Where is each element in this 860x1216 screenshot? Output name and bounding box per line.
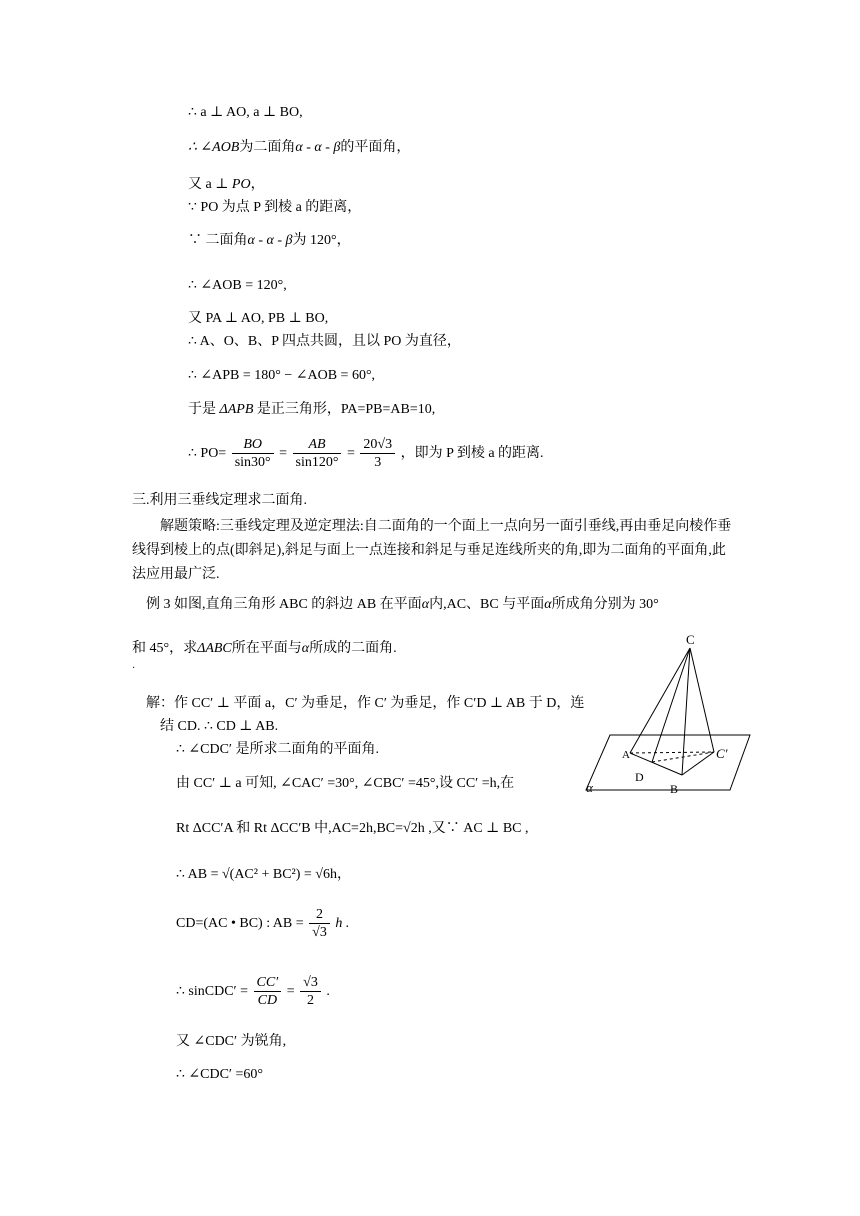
edge-a-cprime: [630, 752, 714, 753]
line-6: ∴ ∠AOB = 120°,: [188, 278, 287, 293]
fraction-bo-sin30: $\frac{BO}{\sin 30^\circ}$: [232, 437, 274, 471]
fraction-cc-cd: $\frac{CC'}{CD}$: [254, 975, 282, 1009]
line-5-dihedral: α - α - β: [247, 233, 293, 248]
line-5: [188, 232, 351, 250]
equals-sign: =: [279, 446, 288, 461]
line-8: ∴ A、O、B、P 四点共圆，且以 PO 为直径，: [188, 334, 461, 349]
ex3-text: 所在平面与: [231, 641, 302, 656]
label-alpha: α: [586, 780, 593, 795]
fraction-ab-sin120: $\frac{AB}{\sin 120^\circ}$: [293, 437, 342, 471]
line-2: [188, 139, 410, 157]
strategy-paragraph: 解题策略:三垂线定理及逆定理法:自二面角的一个面上一点向另一面引垂线,再由垂足向棱作垂线得到棱上的点(即斜足),斜足与面上一点连接和斜足与垂足连线所夹的角,即为二面角的平面角,此法应用最广泛.: [132, 519, 732, 582]
label-a: A: [622, 749, 630, 761]
line-3-tail: ，: [250, 177, 265, 192]
label-b: B: [670, 782, 679, 796]
fraction-result: $\frac{20√3}{3}$: [360, 437, 395, 471]
ex3-text: 所成的二面角.: [309, 641, 397, 656]
line-4: ∵ PO 为点 P 到棱 a 的距离，: [188, 200, 362, 215]
solution-line-2: 结 CD. ∴ CD ⊥ AB.: [160, 719, 279, 734]
fraction-2-sqrt3: $\frac{2}{√3}$: [309, 907, 330, 941]
line-10-tail: 是正三角形，PA=PB=AB=10,: [256, 402, 436, 417]
line-2-tail: 的平面角，: [340, 140, 411, 155]
example-3-line-1: [146, 596, 659, 614]
ex3-text: 和 45°，求: [132, 641, 198, 656]
example-3-line-2: [132, 640, 397, 658]
edge-c-cprime: [690, 648, 714, 752]
line-10: [188, 401, 435, 419]
label-c: C: [686, 632, 695, 647]
solution-line-4: 由 CC′ ⊥ a 可知, ∠CAC′ =30°, ∠CBC′ =45°,设 CC′ =h,在: [176, 776, 515, 791]
line-7: 又 PA ⊥ AO, PB ⊥ BO,: [188, 311, 329, 326]
line-3: [188, 176, 265, 194]
ex3-alpha: α: [421, 597, 430, 612]
ex3-text: 例 3 如图,直角三角形 ABC 的斜边 AB 在平面: [146, 597, 422, 612]
eq-tail: ，即为 P 到棱 a 的距离.: [400, 446, 544, 461]
ex3-alpha: α: [301, 641, 310, 656]
stray-dot: ·: [132, 663, 136, 674]
solution-line-10: ∴ ∠CDC′ =60°: [176, 1067, 263, 1082]
line-11-equation: [188, 436, 544, 472]
pyramid-figure: [580, 630, 760, 800]
equals-sign: =: [286, 984, 295, 999]
edge-b-cprime: [682, 752, 714, 775]
line-1: ∴ a ⊥ AO, a ⊥ BO,: [188, 105, 303, 120]
line-3-po: PO: [231, 177, 251, 192]
line-10-triangle: ΔAPB: [219, 402, 254, 417]
line-5-text: ∵ 二面角: [188, 233, 248, 248]
solution-line-5: Rt ΔCC′A 和 Rt ΔCC′B 中,AC=2h,BC=√2h ,又∵ AC ⊥ BC ,: [176, 821, 529, 836]
line-2-text: 为二面角: [239, 140, 296, 155]
plane-alpha: [586, 735, 750, 790]
solution-line-6: ∴ AB = √(AC² + BC²) = √6h，: [176, 867, 351, 882]
label-cprime: C′: [716, 746, 728, 761]
line-5-tail: 为 120°，: [292, 233, 351, 248]
eq-lhs: ∴ PO=: [188, 446, 227, 461]
sol8-text: ∴ sinCDC′ =: [176, 984, 248, 999]
ex3-triangle: ΔABC: [197, 641, 232, 656]
line-2-dihedral: α - α - β: [295, 140, 341, 155]
solution-line-3: ∴ ∠CDC′ 是所求二面角的平面角.: [176, 742, 379, 757]
line-10-text: 于是: [188, 402, 216, 417]
solution-line-8: [176, 974, 330, 1010]
line-3-text: 又 a ⊥: [188, 177, 232, 192]
ex3-text: 内,AC、BC 与平面: [429, 597, 545, 612]
fraction-sqrt3-2: $\frac{√3}{2}$: [300, 975, 321, 1009]
line-9: ∴ ∠APB = 180° − ∠AOB = 60°,: [188, 368, 376, 383]
ex3-text: 所成角分别为 30°: [551, 597, 659, 612]
line-2-angle: ∴ ∠AOB: [188, 140, 240, 155]
sol7-tail: h .: [335, 916, 350, 931]
solution-line-9: 又 ∠CDC′ 为锐角,: [176, 1034, 287, 1049]
solution-line-7: [176, 906, 349, 942]
equals-sign: =: [346, 446, 355, 461]
label-d: D: [635, 770, 644, 784]
sol7-text: CD=(AC • BC) : AB =: [176, 916, 304, 931]
section-heading: 三.利用三垂线定理求二面角.: [132, 493, 307, 508]
ex3-alpha: α: [544, 597, 552, 612]
solution-line-1: 解：作 CC′ ⊥ 平面 a，C′ 为垂足，作 C′ 为垂足，作 C′D ⊥ AB 于 D，连: [146, 696, 585, 711]
sol8-tail: .: [326, 984, 330, 999]
